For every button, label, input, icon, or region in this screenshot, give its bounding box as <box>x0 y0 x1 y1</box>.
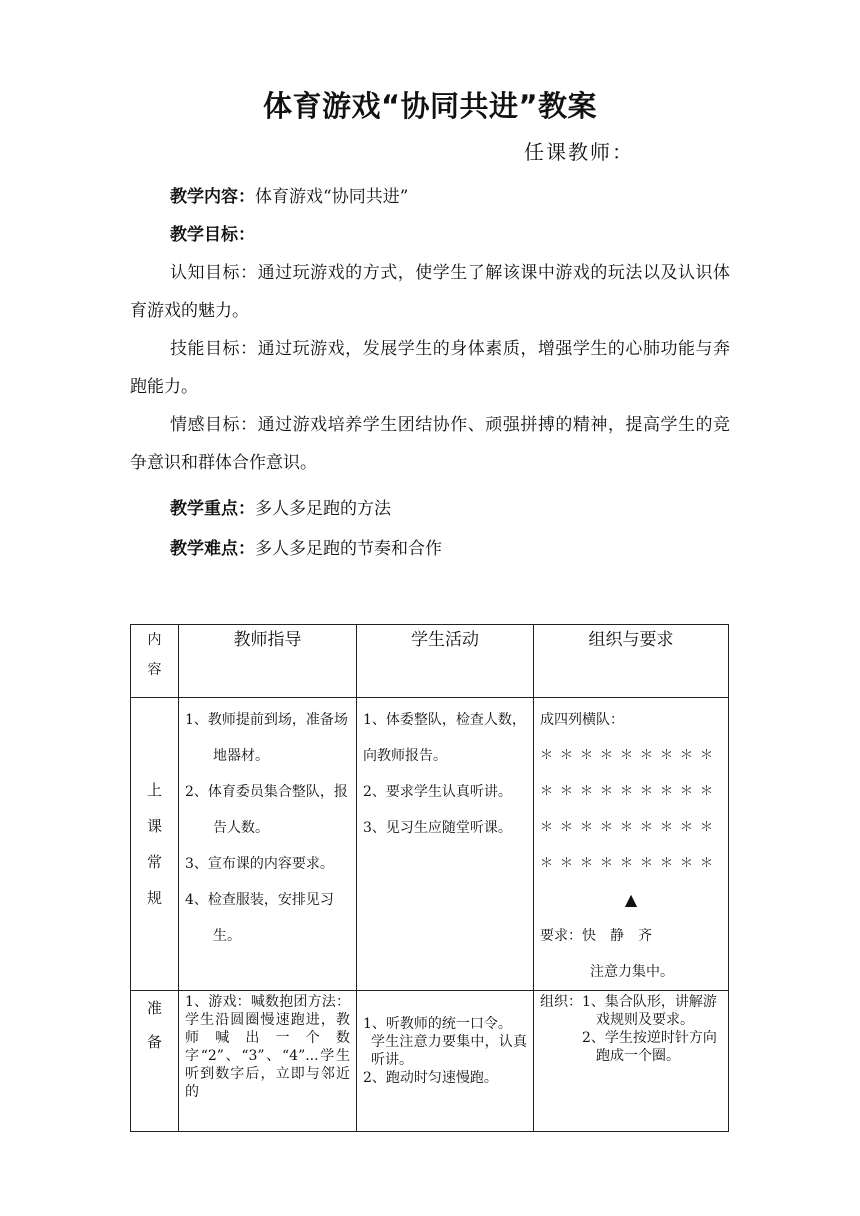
skill-goal <box>130 330 730 406</box>
header-teacher: 教师指导 <box>179 625 357 698</box>
cognitive-label: 认知目标： <box>170 263 258 283</box>
lesson-table <box>130 624 729 1132</box>
teacher-guidance-cell <box>179 991 357 1132</box>
row-label-cell <box>131 991 179 1132</box>
teacher-item: 3、宣布课的内容要求。 <box>185 856 334 872</box>
header-content <box>131 625 179 698</box>
header-content-bottom: 容 <box>147 662 162 678</box>
emotion-value: 通过游戏培养学生团结协作、顽强拼搏的精神，提高学生的竞争意识和群体合作意识。 <box>130 415 731 473</box>
row-label-char: 规 <box>146 889 162 907</box>
teacher-item: 1、游戏：喊数抱团方法：学生沿圆圈慢速跑进，教师喊出一个数字“2”、“3”、“4”...学生听到数字后，立即与邻近的 <box>185 994 350 1100</box>
requirement-line2: 注意力集中。 <box>590 964 674 980</box>
table-row <box>131 698 729 991</box>
row-label-char: 上 <box>146 781 162 799</box>
teacher-guidance-cell <box>179 698 357 991</box>
student-item: 2、要求学生认真听讲。 <box>363 784 512 800</box>
row-label-char: 备 <box>146 1033 162 1051</box>
row-label-char: 课 <box>146 817 162 835</box>
content-value: 体育游戏“协同共进” <box>255 187 409 207</box>
formation-row: ＊＊＊＊＊＊＊＊＊ <box>540 748 721 763</box>
table-header-row <box>131 625 729 698</box>
skill-label: 技能目标： <box>170 339 258 359</box>
teacher-position-mark: ▲ <box>624 890 638 909</box>
header-org: 组织与要求 <box>534 625 729 698</box>
content-label: 教学内容： <box>170 187 255 207</box>
student-item: 1、体委整队，检查人数，向教师报告。 <box>363 712 526 764</box>
teacher-item: 4、检查服装，安排见习生。 <box>185 892 334 944</box>
teacher-label: 任课教师： <box>524 140 634 164</box>
org-label: 组织： <box>540 994 582 1010</box>
cognitive-value: 通过玩游戏的方式，使学生了解该课中游戏的玩法以及认识体育游戏的魅力。 <box>130 263 731 321</box>
skill-value: 通过玩游戏，发展学生的身体素质，增强学生的心肺功能与奔跑能力。 <box>130 339 731 397</box>
teacher-item: 1、教师提前到场，准备场地器材。 <box>185 712 348 764</box>
organization-cell <box>534 698 729 991</box>
formation-row: ＊＊＊＊＊＊＊＊＊ <box>540 856 721 871</box>
emotion-label: 情感目标： <box>170 415 258 435</box>
student-activity-cell <box>357 991 534 1132</box>
org-item: 2、学生按逆时针方向跑成一个圈。 <box>582 1030 717 1064</box>
row-label-cell <box>131 698 179 991</box>
key-point-value: 多人多足跑的方法 <box>255 499 391 519</box>
organization-cell <box>534 991 729 1132</box>
key-point-label: 教学重点： <box>170 499 255 519</box>
goals-label: 教学目标： <box>170 225 255 245</box>
emotion-goal <box>130 406 730 482</box>
header-student: 学生活动 <box>357 625 534 698</box>
key-point <box>130 490 730 528</box>
requirement-words: 快 静 齐 <box>582 928 652 944</box>
student-activity-cell <box>357 698 534 991</box>
formation-row: ＊＊＊＊＊＊＊＊＊ <box>540 820 721 835</box>
requirement <box>540 918 722 954</box>
student-item: 学生注意力要集中，认真听讲。 <box>371 1034 527 1068</box>
table-row <box>131 991 729 1132</box>
student-item: 1、听教师的统一口令。 <box>363 1016 512 1032</box>
teaching-content <box>130 178 730 216</box>
row-label-char: 常 <box>146 853 162 871</box>
difficulty <box>130 530 730 568</box>
org-title: 成四列横队： <box>540 712 624 728</box>
student-item: 2、跑动时匀速慢跑。 <box>363 1070 498 1086</box>
org-item: 1、集合队形，讲解游戏规则及要求。 <box>582 994 717 1028</box>
header-content-top: 内 <box>147 632 162 648</box>
cognitive-goal <box>130 254 730 330</box>
page-title: 体育游戏“协同共进”教案 <box>262 89 598 123</box>
student-item: 3、见习生应随堂听课。 <box>363 820 512 836</box>
difficulty-label: 教学难点： <box>170 539 255 559</box>
row-label-char: 准 <box>146 999 162 1017</box>
formation-row: ＊＊＊＊＊＊＊＊＊ <box>540 784 721 799</box>
teacher-item: 2、体育委员集合整队，报告人数。 <box>185 784 348 836</box>
requirement-label: 要求： <box>540 928 582 944</box>
goals-heading <box>130 216 730 254</box>
difficulty-value: 多人多足跑的节奏和合作 <box>255 539 442 559</box>
